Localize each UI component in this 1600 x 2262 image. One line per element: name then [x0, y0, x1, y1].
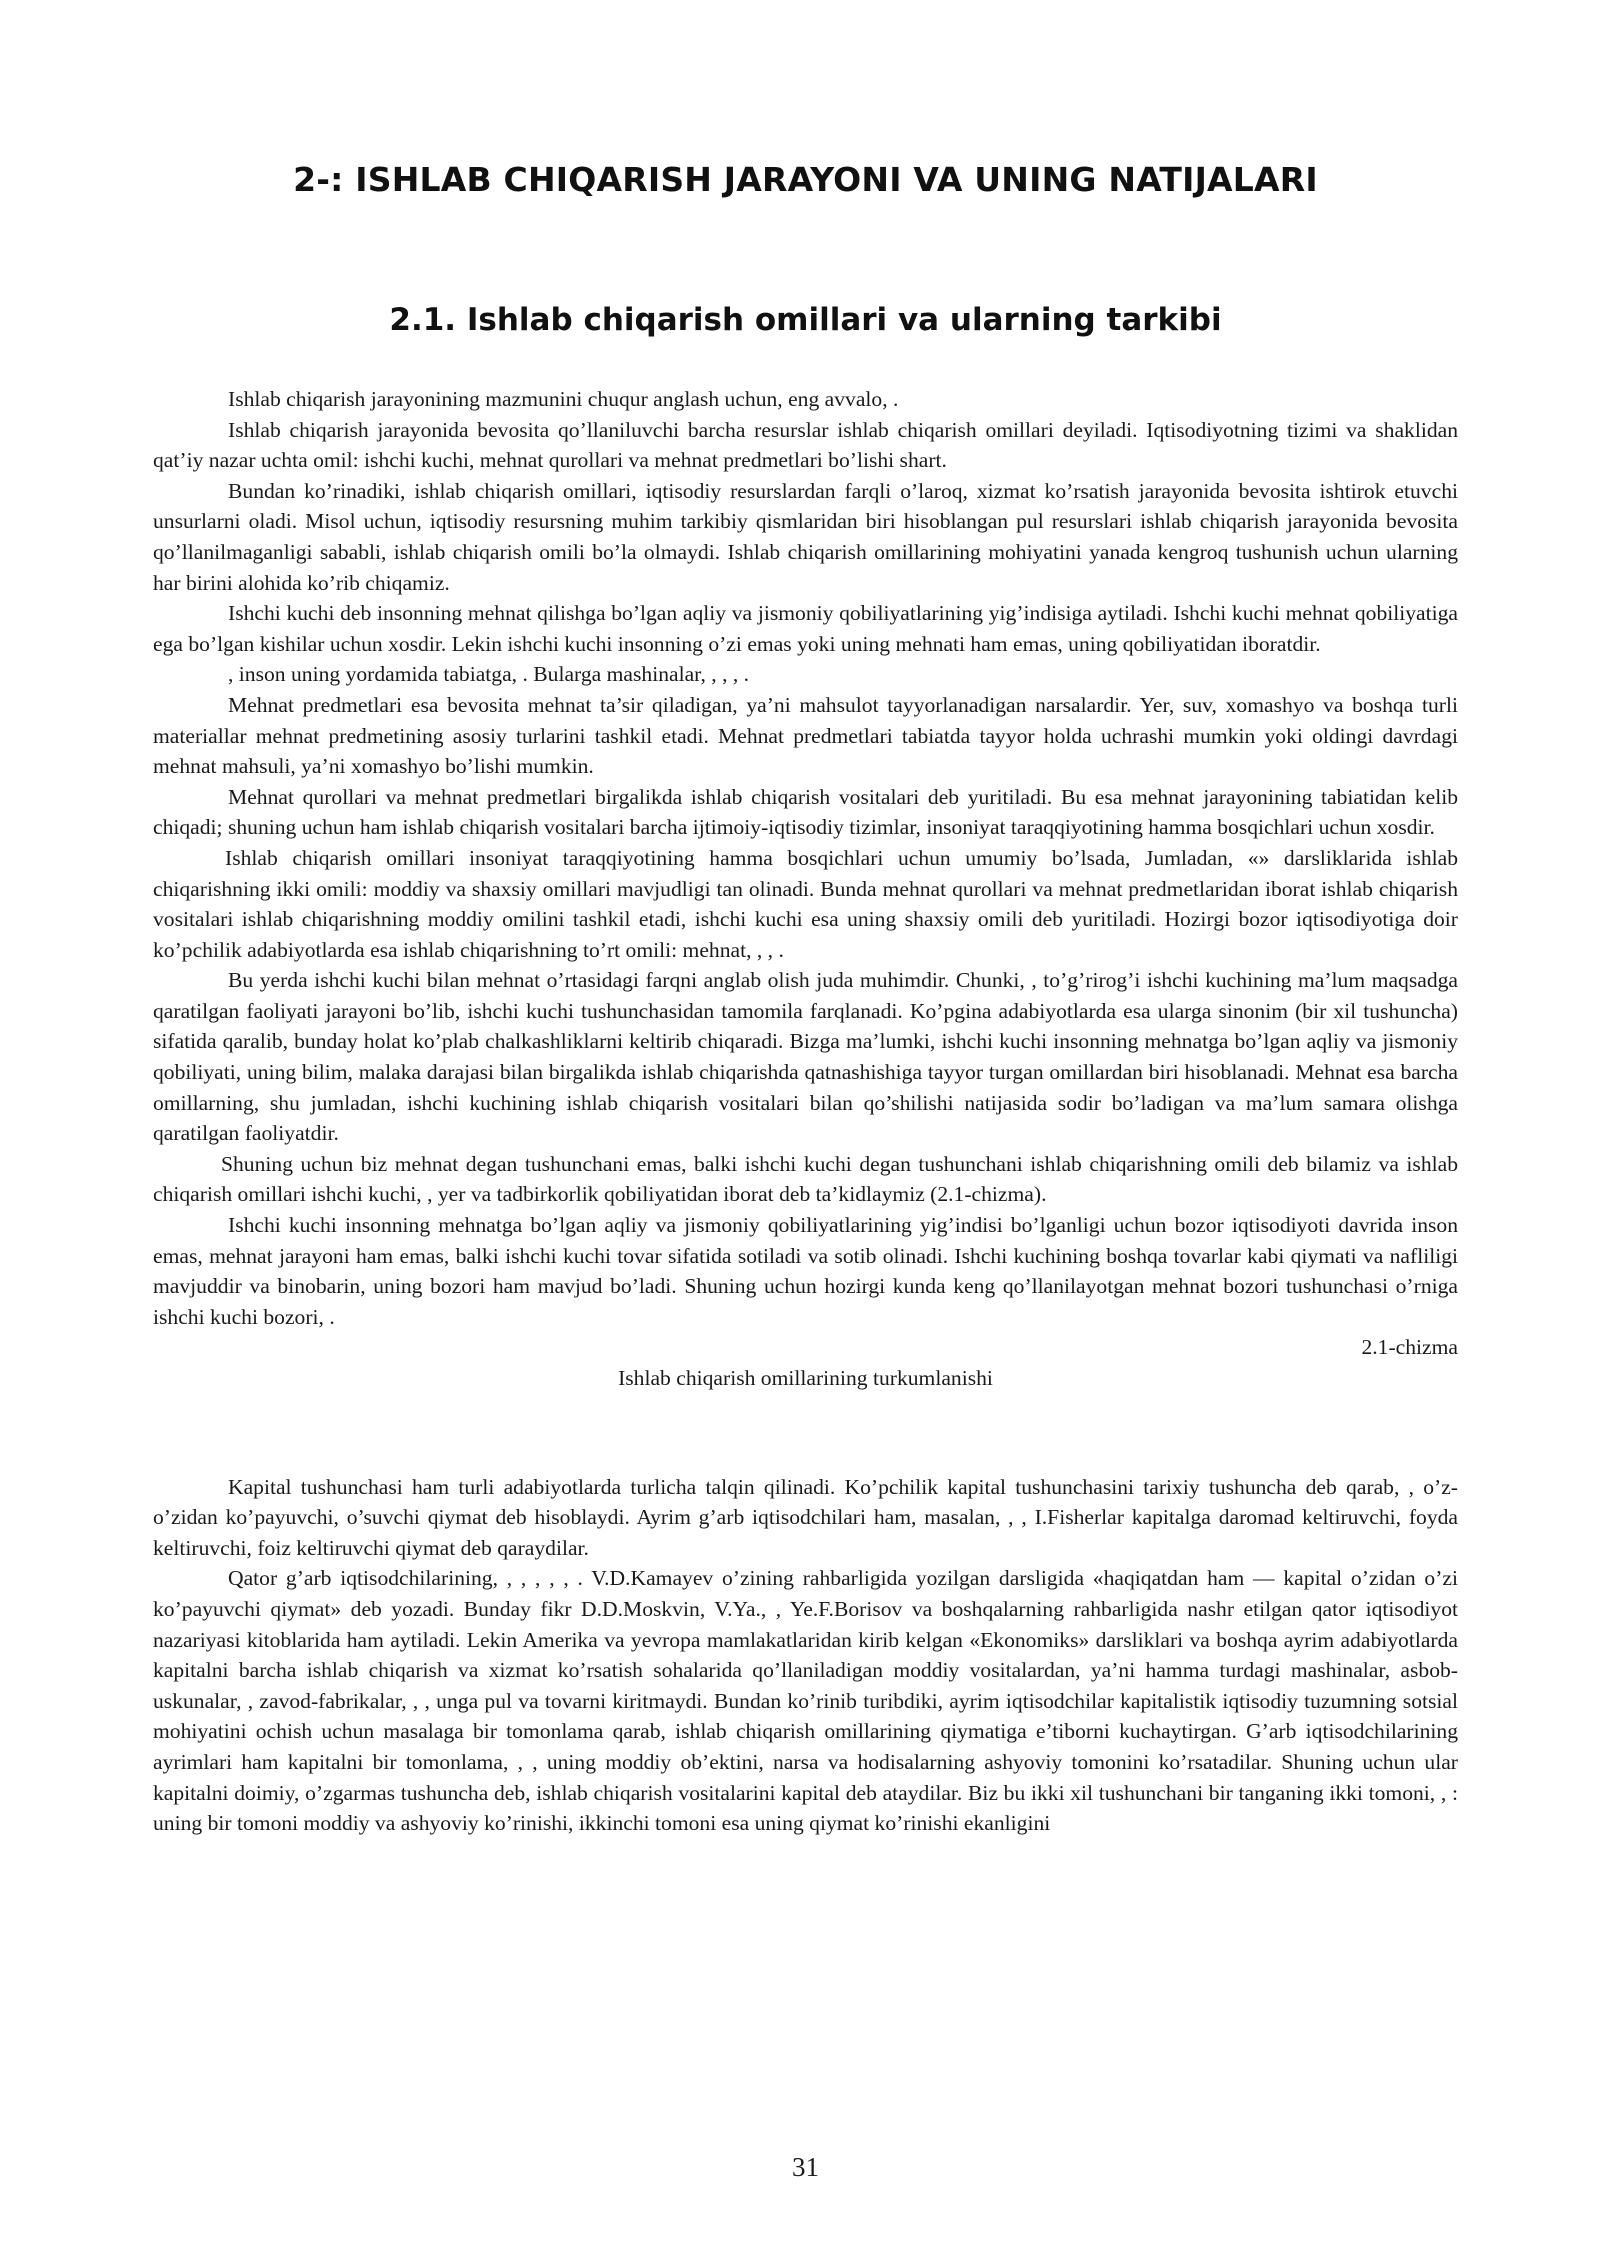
paragraph: Mehnat qurollari va mehnat predmetlari birgalikda ishlab chiqarish vositalari deb yuritiladi. Bu esa mehnat jarayonining tabiatidan kelib chiqadi; shuning uchun ham ishlab chiqarish vositalari barcha ijtimoiy-iqtisodiy tizimlar, insoniyat taraqqiyotining hamma bosqichlari uchun xosdir.	[153, 784, 1458, 840]
document-page	[153, 0, 1458, 2262]
paragraph: Ishlab chiqarish jarayonida bevosita qo’llaniluvchi barcha resurslar ishlab chiqarish omillari deyiladi. Iqtisodiyotning tizimi va shaklidan qat’iy nazar uchta omil: ishchi kuchi, mehnat qurollari va mehnat predmetlari bo’lishi shart.	[153, 417, 1458, 473]
paragraph: , inson uning yordamida tabiatga, . Bularga mashinalar, , , , .	[228, 662, 750, 687]
paragraph: Ishlab chiqarish jarayonining mazmunini chuqur anglash uchun, eng avvalo, .	[228, 387, 899, 411]
paragraph: Shuning uchun biz mehnat degan tushunchani emas, balki ishchi kuchi degan tushunchani ishlab chiqarishning omili deb bilamiz va ishlab chiqarish omillari ishchi kuchi, , yer va tadbirkorlik qobiliyatidan iborat deb ta’kidlaymiz (2.1-chizma).	[153, 1151, 1458, 1207]
chapter-title: 2-: ISHLAB CHIQARISH JARAYONI VA UNING NATIJALARI	[293, 160, 1318, 199]
paragraph: Ishchi kuchi deb insonning mehnat qilishga bo’lgan aqliy va jismoniy qobiliyatlarining yig’indisiga aytiladi. Ishchi kuchi mehnat qobiliyatiga ega bo’lgan kishilar uchun xosdir. Lekin ishchi kuchi insonning o’zi emas yoki uning mehnati ham emas, uning qobiliyatidan iboratdir.	[153, 601, 1458, 656]
paragraph: Bu yerda ishchi kuchi bilan mehnat o’rtasidagi farqni anglab olish juda muhimdir. Chunki, , to’g’rirog’i ishchi kuchining ma’lum maqsadga qaratilgan faoliyati jarayoni bo’lib, ishchi kuchi tushunchasidan tamomila farqlanadi. Ko’pgina adabiyotlarda esa ularga sinonim (bir xil tushuncha) sifatida qaralib, bunday holat ko’plab chalkashliklarni keltirib chiqaradi. Bizga ma’lumki, ishchi kuchi insonning mehnatga bo’lgan aqliy va jismoniy qobiliyati, uning bilim, malaka darajasi bilan birgalikda ishlab chiqarishda qatnashishiga tayyor turgan omillardan biri hisoblanadi. Mehnat esa barcha omillarning, shu jumladan, ishchi kuchining ishlab chiqarish vositalari bilan qo’shilishi natijasida sodir bo’ladigan va ma’lum samara olishga qaratilgan faoliyatdir.	[153, 968, 1458, 1146]
paragraph: Ishchi kuchi insonning mehnatga bo’lgan aqliy va jismoniy qobiliyatlarining yig’indisi bo’lganligi uchun bozor iqtisodiyoti davrida inson emas, mehnat jarayoni ham emas, balki ishchi kuchi tovar sifatida sotiladi va sotib olinadi. Ishchi kuchining boshqa tovarlar kabi qiymati va nafliligi mavjuddir va binobarin, uning bozori ham mavjud bo’ladi. Shuning uchun hozirgi kunda keng qo’llanilayotgan mehnat bozori tushunchasi o’rniga ishchi kuchi bozori, .	[153, 1213, 1458, 1329]
figure-caption: Ishlab chiqarish omillarining turkumlanishi	[618, 1366, 993, 1390]
paragraph: Ishlab chiqarish omillari insoniyat taraqqiyotining hamma bosqichlari uchun umumiy bo’lsada, Jumladan, «» darsliklarida ishlab chiqarishning ikki omili: moddiy va shaxsiy omillari mavjudligi tan olinadi. Bunda mehnat qurollari va mehnat predmetlaridan iborat ishlab chiqarish vositalari ishlab chiqarishning moddiy omilini tashkil etadi, ishchi kuchi esa uning shaxsiy omili deb yuritiladi. Hozirgi bozor iqtisodiyotiga doir ko’pchilik adabiyotlarda esa ishlab chiqarishning to’rt omili: mehnat, , , .	[153, 845, 1458, 962]
figure-number: 2.1-chizma	[1361, 1335, 1458, 1360]
paragraph: Bundan ko’rinadiki, ishlab chiqarish omillari, iqtisodiy resurslardan farqli o’laroq, xizmat ko’rsatish jarayonida bevosita ishtirok etuvchi unsurlarni oladi. Misol uchun, iqtisodiy resursning muhim tarkibiy qismlaridan biri hisoblangan pul resurslari ishlab chiqarish jarayonida bevosita qo’llanilmaganligi sababli, ishlab chiqarish omili bo’la olmaydi. Ishlab chiqarish omillarining mohiyatini yanada kengroq tushunish uchun ularning har birini alohida ko’rib chiqamiz.	[153, 478, 1458, 595]
figure-placeholder	[153, 1394, 1458, 1472]
paragraph: Mehnat predmetlari esa bevosita mehnat ta’sir qiladigan, ya’ni mahsulot tayyorlanadigan narsalardir. Yer, suv, xomashyo va boshqa turli materiallar mehnat predmetining asosiy turlarini tashkil etadi. Mehnat predmetlari tabiatda tayyor holda uchrashi mumkin yoki oldingi davrdagi mehnat mahsuli, ya’ni xomashyo bo’lishi mumkin.	[153, 692, 1458, 779]
page-number: 31	[792, 2152, 819, 2182]
paragraph: Qator g’arb iqtisodchilarining, , , , , , . V.D.Kamayev o’zining rahbarligida yozilgan darsligida «haqiqatdan ham — kapital o’zidan o’zi ko’payuvchi qiymat» deb yozadi. Bunday fikr D.D.Moskvin, V.Ya., , Ye.F.Borisov va boshqalarning rahbarligida nashr etilgan qator iqtisodiyot nazariyasi kitoblarida ham aytiladi. Lekin Amerika va yevropa mamlakatlaridan kirib kelgan «Ekonomiks» darsliklari va boshqa ayrim adabiyotlarda kapitalni barcha ishlab chiqarish va xizmat ko’rsatish sohalarida qo’llaniladigan moddiy vositalardan, ya’ni hamma turdagi mashinalar, asbob-uskunalar, , zavod-fabrikalar, , , unga pul va tovarni kiritmaydi. Bundan ko’rinib turibdiki, ayrim iqtisodchilar kapitalistik iqtisodiy tuzumning sotsial mohiyatini ochish uchun masalaga bir tomonlama qarab, ishlab chiqarish omillarining qiymatiga e’tiborni kuchaytirgan. G’arb iqtisodchilarining ayrimlari ham kapitalni bir tomonlama, , , uning moddiy ob’ektini, narsa va hodisalarning ashyoviy tomonini ko’rsatadilar. Shuning uchun ular kapitalni doimiy, o’zgarmas tushuncha deb, ishlab chiqarish vositalarini kapital deb ataydilar. Biz bu ikki xil tushunchani bir tanganing ikki tomoni, , : uning bir tomoni moddiy va ashyoviy ko’rinishi, ikkinchi tomoni esa uning qiymat ko’rinishi ekanligini	[153, 1566, 1458, 1836]
body-text	[153, 384, 1458, 1839]
paragraph: Kapital tushunchasi ham turli adabiyotlarda turlicha talqin qilinadi. Ko’pchilik kapital tushunchasini tarixiy tushuncha deb qarab, , o’z-o’zidan ko’payuvchi, o’suvchi qiymat deb hisoblaydi. Ayrim g’arb iqtisodchilari ham, masalan, , , I.Fisherlar kapitalga daromad keltiruvchi, foyda keltiruvchi, foiz keltiruvchi qiymat deb qaraydilar.	[153, 1474, 1458, 1560]
section-title: 2.1. Ishlab chiqarish omillari va ularning tarkibi	[389, 302, 1222, 338]
